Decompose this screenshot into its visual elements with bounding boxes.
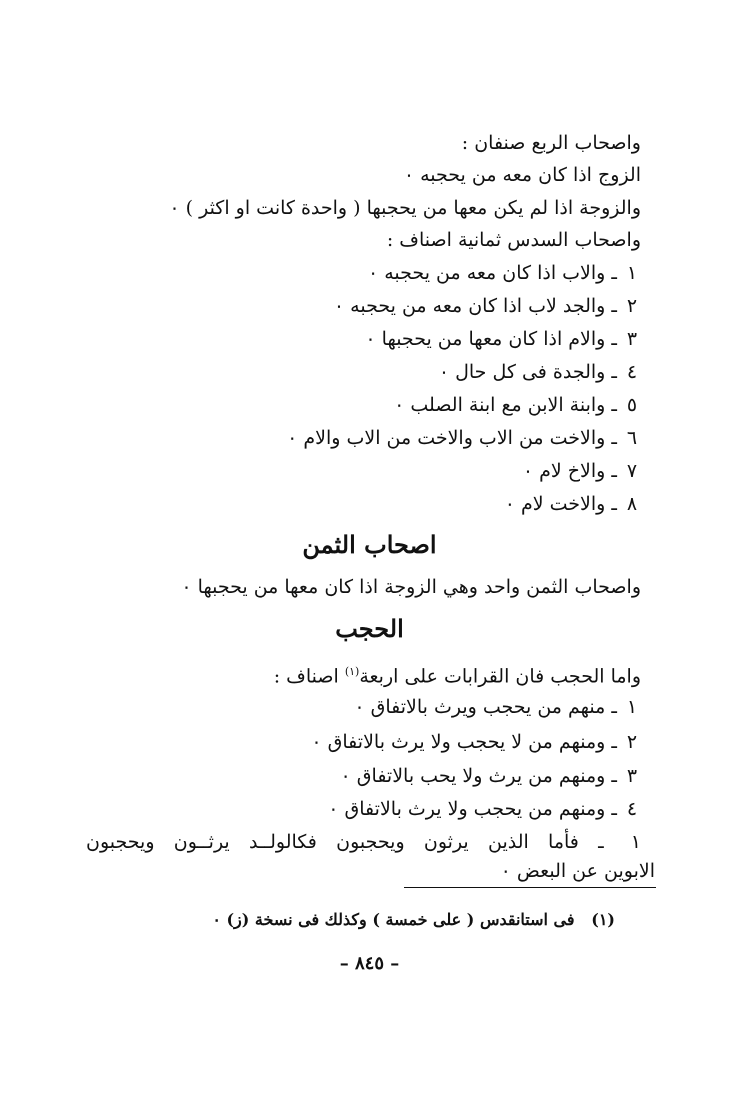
item-number: ١: [626, 696, 638, 718]
footnote: [212, 907, 615, 933]
sixth-heirs-intro: واصحاب السدس ثمانية اصناف :: [386, 229, 641, 251]
hajb-intro: [274, 657, 641, 691]
paragraph-continuation: الابوين عن البعض ٠: [500, 860, 655, 882]
item-number: ١: [630, 831, 641, 853]
intro-text: واما الحجب فان القرابات على اربعة: [359, 665, 641, 688]
item-number: ٢: [626, 295, 638, 317]
item-text: والاخت لام ٠: [504, 493, 606, 515]
list-item: ٢ ـ ومنهم من لا يحجب ولا يرث بالاتفاق ٠: [311, 727, 641, 757]
list-item: ٤ ـ والجدة فى كل حال ٠: [439, 357, 641, 387]
list-item: ١ ـ منهم من يحجب ويرث بالاتفاق ٠: [354, 692, 641, 722]
footnote-divider: [404, 887, 656, 888]
item-text: ومنهم من يحجب ولا يرث بالاتفاق ٠: [328, 798, 606, 820]
item-number: ١: [626, 262, 638, 284]
item-text: منهم من يحجب ويرث بالاتفاق ٠: [354, 696, 606, 718]
text-line: واصحاب الثمن واحد وهي الزوجة اذا كان معها من يحجبها ٠: [181, 576, 641, 598]
paragraph-line: ١ ـ فأما الذين يرثون ويحجبون فكالولــد يرثــون ويحجبون: [86, 827, 641, 857]
list-item: ٢ ـ والجد لاب اذا كان معه من يحجبه ٠: [334, 291, 641, 321]
item-number: ٢: [626, 731, 638, 753]
footnote-text: فى استانقدس ( على خمسة ) وكذلك فى نسخة (ز) ٠: [212, 910, 575, 929]
list-item: ٨ ـ والاخت لام ٠: [505, 489, 641, 519]
item-text: وابنة الابن مع ابنة الصلب ٠: [394, 394, 606, 416]
item-text: ومنهم من يرث ولا يحب بالاتفاق ٠: [340, 765, 606, 787]
item-text: والاخ لام ٠: [522, 460, 606, 482]
section-heading-hajb: الحجب: [335, 614, 404, 643]
list-item: ٣ ـ والام اذا كان معها من يحجبها ٠: [365, 324, 641, 354]
item-text: والام اذا كان معها من يحجبها ٠: [365, 328, 606, 350]
list-item: ٥ ـ وابنة الابن مع ابنة الصلب ٠: [394, 390, 641, 420]
section-heading-eighth: اصحاب الثمن: [302, 530, 437, 559]
footnote-ref: (١): [344, 665, 360, 678]
item-text: والجدة فى كل حال ٠: [438, 361, 606, 383]
list-item: ١ ـ والاب اذا كان معه من يحجبه ٠: [368, 258, 641, 288]
paragraph-text: فأما الذين يرثون ويحجبون فكالولــد يرثــون ويحجبون: [86, 831, 579, 853]
item-text: والجد لاب اذا كان معه من يحجبه ٠: [333, 295, 606, 317]
item-number: ٦: [626, 427, 638, 449]
footnote-marker: (١): [591, 910, 615, 929]
list-item: ٦ ـ والاخت من الاب والاخت من الاب والام ٠: [287, 423, 641, 453]
item-number: ٧: [626, 460, 638, 482]
item-number: ٤: [626, 798, 638, 820]
item-text: ومنهم من لا يحجب ولا يرث بالاتفاق ٠: [311, 731, 606, 753]
item-number: ٣: [626, 765, 638, 787]
item-number: ٤: [626, 361, 638, 383]
page-number: – ٨٤٥ –: [339, 953, 400, 974]
text-line: والزوجة اذا لم يكن معها من يحجبها ( واحدة كانت او اكثر ) ٠: [169, 197, 641, 219]
item-number: ٥: [626, 394, 638, 416]
list-item: ٣ ـ ومنهم من يرث ولا يحب بالاتفاق ٠: [341, 761, 641, 791]
item-number: ٣: [626, 328, 638, 350]
item-number: ٨: [626, 493, 638, 515]
intro-text: اصناف :: [273, 665, 339, 688]
text-line: الزوج اذا كان معه من يحجبه ٠: [403, 164, 641, 186]
item-text: والاخت من الاب والاخت من الاب والام ٠: [287, 427, 606, 449]
item-text: والاب اذا كان معه من يحجبه ٠: [367, 262, 606, 284]
list-item: ٧ ـ والاخ لام ٠: [523, 456, 641, 486]
quarter-heirs-intro: واصحاب الربع صنفان :: [461, 132, 641, 154]
list-item: ٤ ـ ومنهم من يحجب ولا يرث بالاتفاق ٠: [328, 794, 641, 824]
